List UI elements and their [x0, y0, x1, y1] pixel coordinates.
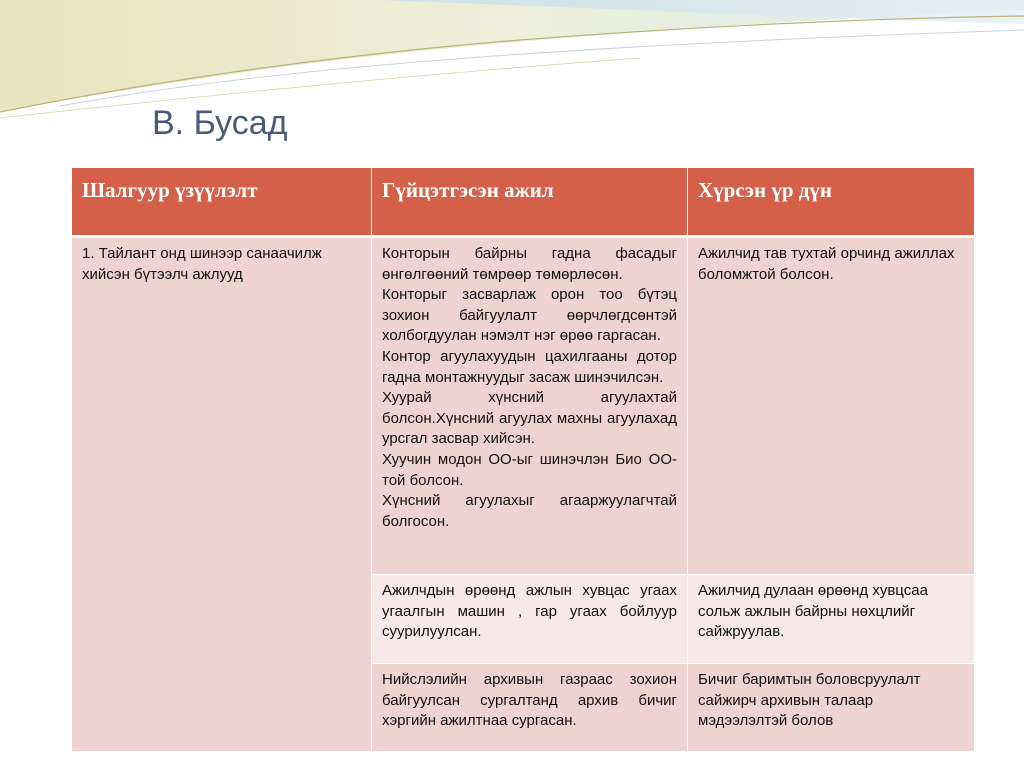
work-item: Контор агуулахуудын цахилгааны дотор гадна монтажнуудыг засаж шинэчилсэн.: [382, 347, 677, 386]
header-work-done: Гүйцэтгэсэн ажил: [372, 168, 688, 238]
result-text: Бичиг баримтын боловсруулалт сайжирч архивын талаар мэдээлэлтэй болов: [698, 671, 921, 730]
slide-title: В. Бусад: [152, 104, 288, 142]
criterion-cell: [72, 238, 372, 752]
work-cell: [372, 575, 688, 664]
criteria-table: [72, 168, 974, 752]
work-item: Ажилчдын өрөөнд ажлын хувцас угаах угаалгын машин , гар угаах бойлуур суурилуулсан.: [382, 582, 677, 641]
work-cell: [372, 664, 688, 752]
table-row: [72, 238, 974, 575]
work-item: Хүнсний агуулахыг агааржуулагчтай болгосон.: [382, 492, 677, 530]
result-text: Ажилчид дулаан өрөөнд хувцсаа сольж ажлын байрны нөхцлийг сайжруулав.: [698, 582, 928, 641]
header-results: Хүрсэн үр дүн: [688, 168, 974, 238]
work-cell: [372, 238, 688, 575]
table-header-row: [72, 168, 974, 238]
result-cell: [688, 664, 974, 752]
work-item: Конторын байрны гадна фасадыг өнгөлгөөний төмрөөр төмөрлөсөн.: [382, 245, 677, 283]
criterion-text: 1. Тайлант онд шинээр санаачилж хийсэн бүтээлч ажлууд: [82, 245, 322, 283]
work-item: Хуучин модон ОО-ыг шинэчлэн Био ОО-той болсон.: [382, 450, 677, 489]
result-cell: [688, 575, 974, 664]
result-cell: [688, 238, 974, 575]
work-item: Конторыг засварлаж орон тоо бүтэц зохион байгуулалт өөрчлөгдсөнтэй холбогдуулан нэмэлт нэг өрөө гаргасан.: [382, 286, 677, 345]
work-item: Нийслэлийн архивын газраас зохион байгуулсан сургалтанд архив бичиг хэргийн ажилтнаа сургасан.: [382, 671, 677, 730]
work-item: Хуурай хүнсний агуулахтай болсон.Хүнсний агуулах махны агуулахад урсгал засвар хийсэн.: [382, 389, 677, 448]
header-criterion: Шалгуур үзүүлэлт: [72, 168, 372, 238]
result-text: Ажилчид тав тухтай орчинд ажиллах боломжтой болсон.: [698, 245, 955, 283]
